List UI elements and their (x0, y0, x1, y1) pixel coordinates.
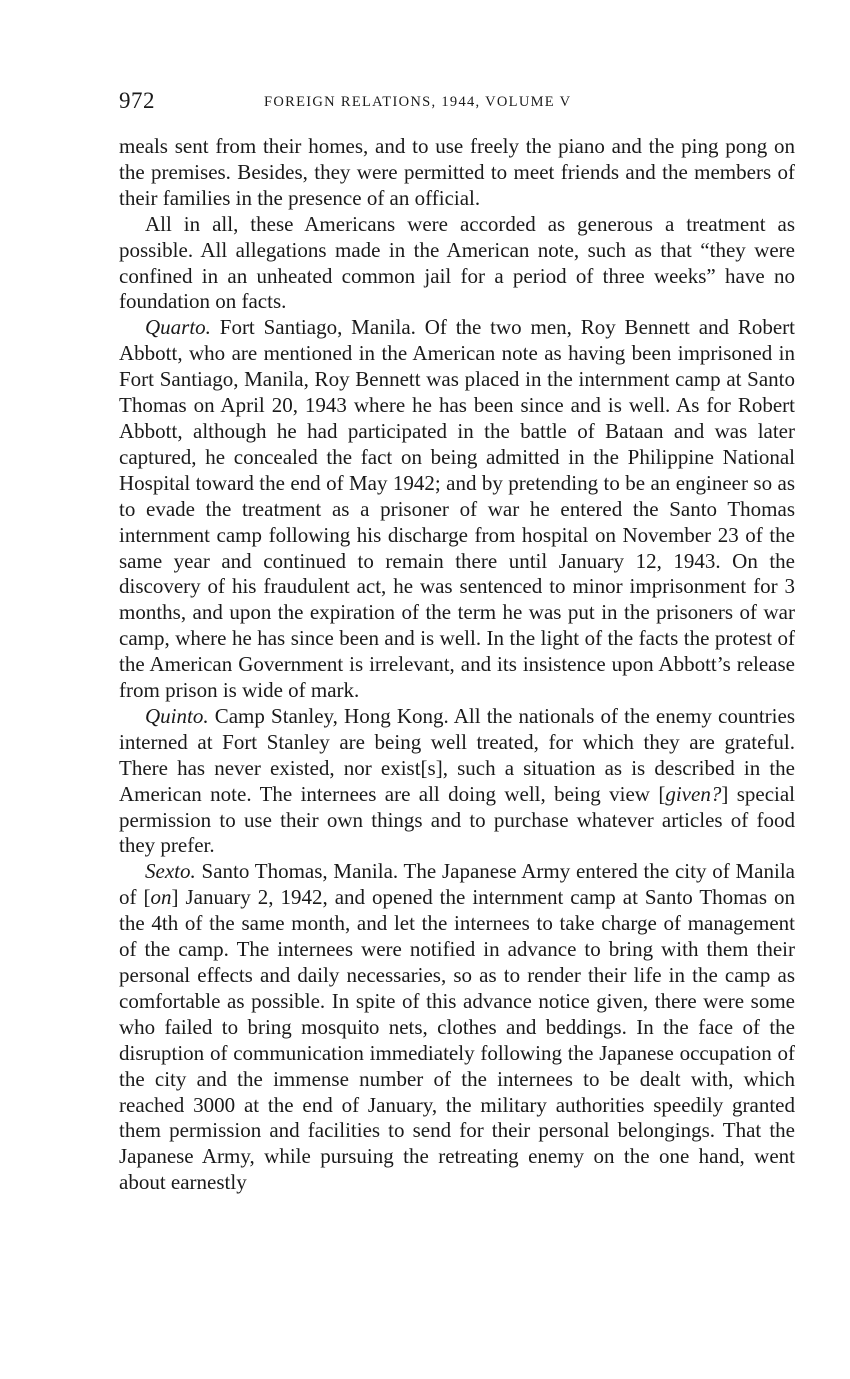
paragraph-quarto (119, 315, 795, 704)
editorial-insertion: on (150, 885, 172, 910)
paragraph-continuation (119, 134, 795, 212)
paragraph-sexto (119, 859, 795, 1196)
paragraph-text: Santo Thomas, Manila. The Japanese Army entered the city of Manila of [ (119, 859, 795, 910)
paragraph-text: Camp Stanley, Hong Kong. All the nationals of the enemy countries interned at Fort Stanley are being well treated, for which they are grateful. There has never existed, nor exist[s], such a situation as is described in the American note. The internees are all doing well, being view [ (119, 703, 795, 806)
section-lead-quinto: Quinto. (145, 703, 209, 728)
section-lead-sexto: Sexto. (145, 859, 196, 884)
body-text (119, 134, 795, 1196)
section-lead-quarto: Quarto. (145, 315, 211, 340)
paragraph-text: ] special permission to use their own things and to purchase whatever articles of food they prefer. (119, 781, 795, 858)
document-page (119, 88, 795, 1196)
editorial-insertion: given? (665, 781, 722, 806)
paragraph-text: All in all, these Americans were accorded as generous a treatment as possible. All allegations made in the American note, such as that “they were confined in an unheated common jail for a period of three weeks” have no foundation on facts. (119, 211, 795, 314)
running-head (119, 88, 795, 124)
page-number: 972 (119, 88, 155, 113)
paragraph-text: ] January 2, 1942, and opened the internment camp at Santo Thomas on the 4th of the same month, and let the internees to take charge of management of the camp. The internees were notified in advance to bring with them their personal effects and daily necessaries, so as to render their life in the camp as comfortable as possible. In spite of this advance notice given, there were some who failed to bring mosquito nets, clothes and beddings. In the face of the disruption of communication immediately following the Japanese occupation of the city and the immense number of the internees to be dealt with, which reached 3000 at the end of January, the military authorities speedily granted them permission and facilities to send for their personal belongings. That the Japanese Army, while pursuing the retreating enemy on the one hand, went about earnestly (119, 885, 795, 1195)
paragraph-text: meals sent from their homes, and to use freely the piano and the ping pong on the premises. Besides, they were permitted to meet friends and the members of their families in the presence of an official. (119, 134, 795, 210)
paragraph-quinto (119, 704, 795, 859)
paragraph-text: Fort Santiago, Manila. Of the two men, Roy Bennett and Robert Abbott, who are mentioned in the American note as having been imprisoned in Fort Santiago, Manila, Roy Bennett was placed in the internment camp at Santo Thomas on April 20, 1943 where he has been since and is well. As for Robert Abbott, although he had participated in the battle of Bataan and was later captured, he concealed the fact on being admitted in the Philippine National Hospital toward the end of May 1942; and by pretending to be an engineer so as to evade the treatment as a prisoner of war he entered the Santo Thomas internment camp following his discharge from hospital on November 23 of the same year and continued to remain there until January 12, 1943. On the discovery of his fraudulent act, he was sentenced to minor imprisonment for 3 months, and upon the expiration of the term he was put in the prisoners of war camp, where he has since been and is well. In the light of the facts the protest of the American Government is irrelevant, and its insistence upon Abbott’s release from prison is wide of mark. (119, 315, 795, 703)
paragraph-all-in-all (119, 212, 795, 316)
running-title: FOREIGN RELATIONS, 1944, VOLUME V (264, 94, 572, 110)
